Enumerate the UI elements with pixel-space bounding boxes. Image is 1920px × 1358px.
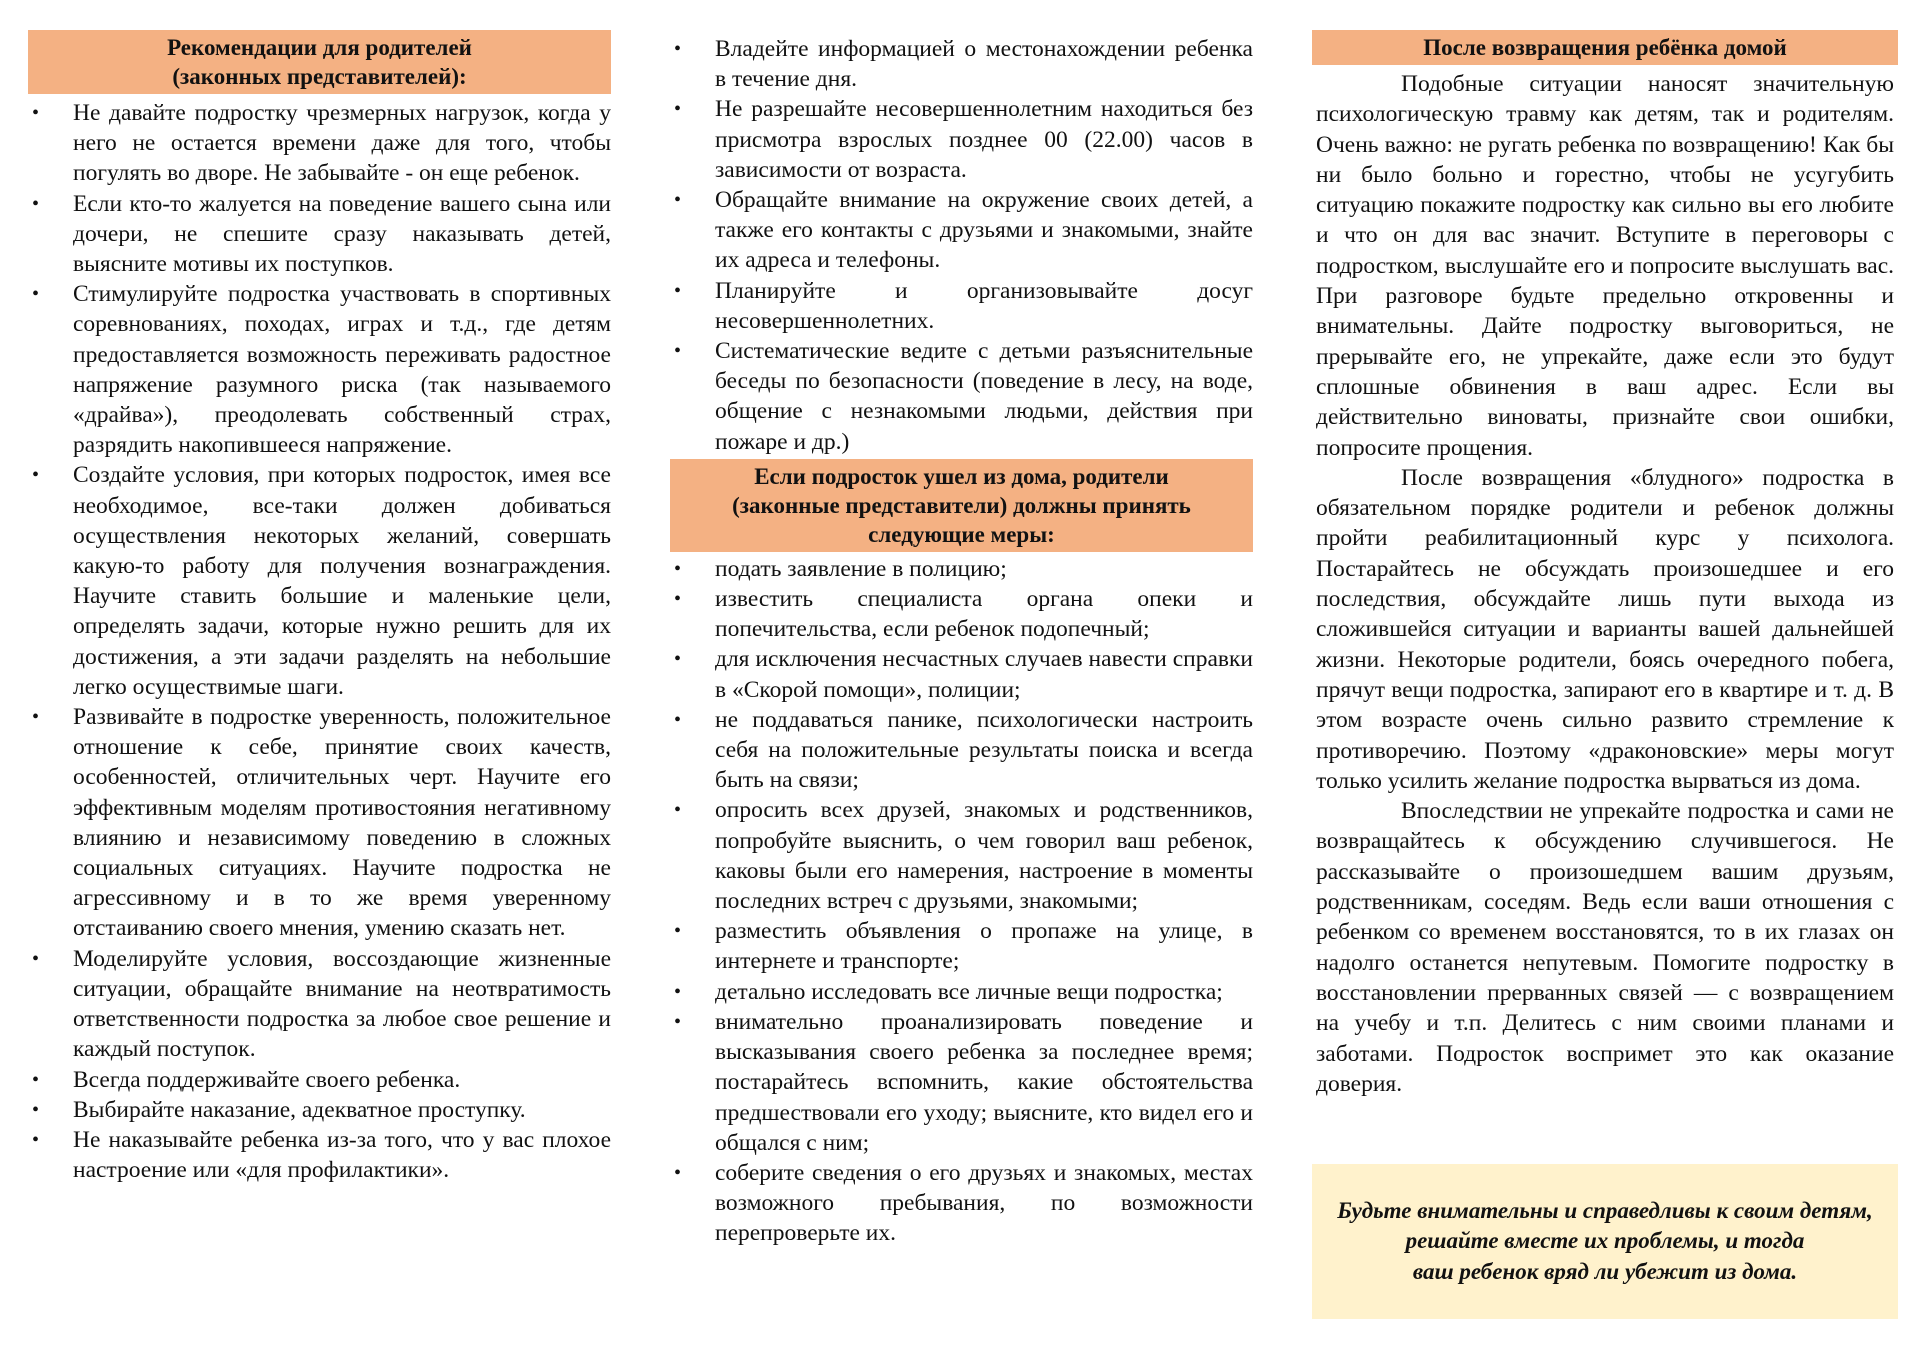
list-item: • Планируйте и организовывайте досуг несовершеннолетних. [670,276,1253,336]
list-item: • опросить всех друзей, знакомых и родственников, попробуйте выяснить, о чем говорил ваш ребенок, каковы были его намерения, настроение в моменты последних встреч с друзьями, знакомыми; [670,795,1253,916]
list-item: • Не разрешайте несовершеннолетним находиться без присмотра взрослых позднее 00 (22.00) часов в зависимости от возраста. [670,94,1253,185]
section-heading-runaway-measures [670,459,1253,552]
recommendations-list-continued [670,34,1253,457]
heading-line-1: Если подросток ушел из дома, родители [754,463,1169,489]
list-item: • Если кто-то жалуется на поведение вашего сына или дочери, не спешите сразу наказывать детей, выясните мотивы их поступков. [28,189,611,280]
list-item: • не поддаваться панике, психологически настроить себя на положительные результаты поиска и всегда быть на связи; [670,705,1253,796]
section-heading-after-return [1312,30,1898,65]
paragraph: Впоследствии не упрекайте подростка и сами не возвращайтесь к обсуждению случившегося. Не рассказывайте о произошедшем вашим друзьям, родственникам, соседям. Ведь если ваши отношения с ребенком со временем восстановятся, то в их глазах он надолго останется непутевым. Помогите подростку в восстановлении прерванных связей — с возвращением на учебу и т.п. Делитесь с ним своими планами и заботами. Подросток воспримет это как оказание доверия. [1316,798,1894,1097]
list-item: • Не наказывайте ребенка из-за того, что у вас плохое настроение или «для профилактики». [28,1125,611,1185]
heading-line-2: (законных представителей): [172,64,467,89]
callout-text [1324,1196,1886,1288]
list-item: • Обращайте внимание на окружение своих детей, а также его контакты с друзьями и знакомыми, знайте их адреса и телефоны. [670,185,1253,276]
heading-line-2: (законные представители) должны принять [732,492,1191,518]
list-item: • Моделируйте условия, воссоздающие жизненные ситуации, обращайте внимание на неотвратимость ответственности подростка за любое свое решение и каждый поступок. [28,944,611,1065]
list-item: • Создайте условия, при которых подросток, имея все необходимое, все-таки должен добиваться осуществления некоторых желаний, совершать какую-то работу для получения вознаграждения. Научите ставить большие и маленькие цели, определять задачи, которые нужно решить для их достижения, а эти задачи разделять на небольшие легко осуществимые шаги. [28,460,611,702]
column-runaway-measures [670,30,1253,1249]
column-parent-recommendations [28,30,611,1185]
heading-line-3: следующие меры: [868,521,1055,547]
column-after-return [1312,30,1898,1099]
runaway-measures-list [670,554,1253,1249]
paragraph: После возвращения «блудного» подростка в обязательном порядке родители и ребенок должны пройти реабилитационный курс у психолога. Постарайтесь не обсуждать произошедшее и его последствия, обсуждайте лишь пути выхода из сложившейся ситуации и варианты вашей дальнейшей жизни. Некоторые родители, боясь очередного побега, прячут вещи подростка, запирают его в квартире и т. д. В этом возрасте очень сильно развито стремление к противоречию. Поэтому «драконовские» меры могут только усилить желание подростка вырваться из дома. [1316,464,1894,794]
list-item: • известить специалиста органа опеки и попечительства, если ребенок подопечный; [670,584,1253,644]
list-item: • внимательно проанализировать поведение и высказывания своего ребенка за последнее время; постарайтесь вспомнить, какие обстоятельства предшествовали его уходу; выясните, кто видел его и общался с ним; [670,1007,1253,1158]
list-item: • разместить объявления о пропаже на улице, в интернете и транспорте; [670,916,1253,976]
list-item: • соберите сведения о его друзьях и знакомых, местах возможного пребывания, по возможности перепроверьте их. [670,1158,1253,1249]
heading-line-1: Рекомендации для родителей [167,35,472,60]
list-item: • Выбирайте наказание, адекватное проступку. [28,1095,611,1125]
list-item: • для исключения несчастных случаев навести справки в «Скорой помощи», полиции; [670,644,1253,704]
callout-box [1312,1164,1898,1319]
callout-line-1: Будьте внимательны и справедливы к своим детям, решайте вместе их проблемы, и тогда [1337,1197,1873,1254]
list-item: • Систематические ведите с детьми разъяснительные беседы по безопасности (поведение в лесу, на воде, общение с незнакомыми людьми, действия при пожаре и др.) [670,336,1253,457]
recommendations-list [28,98,611,1185]
list-item: • Владейте информацией о местонахождении ребенка в течение дня. [670,34,1253,94]
list-item: • Развивайте в подростке уверенность, положительное отношение к себе, принятие своих качеств, особенностей, отличительных черт. Научите его эффективным моделям противостояния негативному влиянию и независимому поведению в сложных социальных ситуациях. Научите подростка не агрессивному и в то же время уверенному отстаиванию своего мнения, умению сказать нет. [28,702,611,944]
heading-text: После возвращения ребёнка домой [1423,35,1787,60]
list-item: • Стимулируйте подростка участвовать в спортивных соревнованиях, походах, играх и т.д., где детям предоставляется возможность переживать радостное напряжение разумного риска (так называемого «драйва»), преодолевать собственный страх, разрядить накопившееся напряжение. [28,279,611,460]
list-item: • Не давайте подростку чрезмерных нагрузок, когда у него не остается времени даже для того, чтобы погулять во дворе. Не забывайте - он еще ребенок. [28,98,611,189]
section-heading-parent-recommendations [28,30,611,94]
list-item: • подать заявление в полицию; [670,554,1253,584]
callout-line-2: ваш ребенок вряд ли убежит из дома. [1412,1258,1798,1284]
paragraph: Подобные ситуации наносят значительную психологическую травму как детям, так и родителям. Очень важно: не ругать ребенка по возвращению! Как бы ни было больно и горестно, чтобы не усугубить ситуацию покажите подростку как сильно вы его любите и что он для вас значит. Вступите в переговоры с подростком, выслушайте его и попросите выслушать вас. При разговоре будьте предельно откровенны и внимательны. Дайте подростку выговориться, не прерывайте его, не упрекайте, даже если это будут сплошные обвинения в ваш адрес. Если вы действительно виноваты, признайте свои ошибки, попросите прощения. [1316,71,1894,461]
list-item: • детально исследовать все личные вещи подростка; [670,977,1253,1007]
list-item: • Всегда поддерживайте своего ребенка. [28,1065,611,1095]
